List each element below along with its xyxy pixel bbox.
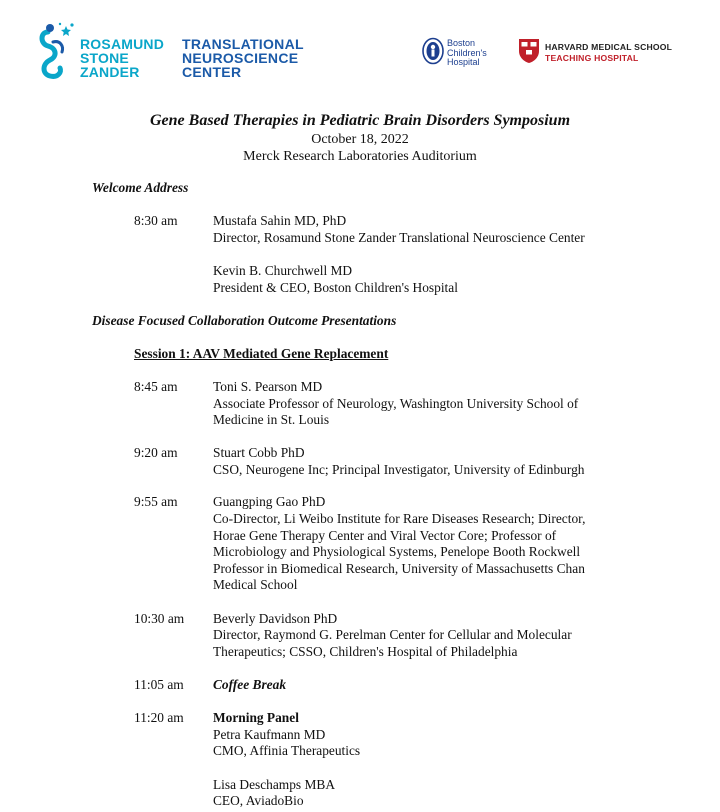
talk-3-affiliation-line: Professor in Biomedical Research, University of Massachusetts Chan: [213, 561, 585, 576]
talk-4-affiliation-line: Therapeutics; CSSO, Children's Hospital of Philadelphia: [213, 644, 518, 659]
talk-3-affiliation-line: Co-Director, Li Weibo Institute for Rare Diseases Research; Director,: [213, 511, 586, 526]
bch-seal-icon: [422, 37, 444, 65]
bch-line1: Boston: [447, 38, 476, 48]
welcome-speaker-1-role: Director, Rosamund Stone Zander Translational Neuroscience Center: [213, 230, 585, 245]
hms-logo: [518, 38, 688, 68]
rsz-figure-icon: [36, 22, 76, 82]
talk-3-affiliation-line: Microbiology and Physiological Systems, Penelope Booth Rockwell: [213, 544, 581, 559]
bch-line2: Children's: [447, 47, 487, 58]
hms-line2: TEACHING HOSPITAL: [545, 53, 639, 63]
talk-2-time: 9:20 am: [134, 445, 178, 460]
symposium-venue: Merck Research Laboratories Auditorium: [243, 149, 477, 164]
tnc-line2: NEUROSCIENCE: [182, 50, 299, 66]
panel-time: 11:20 am: [134, 710, 184, 725]
talk-1-affiliation-line: Associate Professor of Neurology, Washington University School of: [213, 396, 579, 411]
rsz-line1: ROSAMUND: [80, 36, 165, 52]
talk-2-affiliation-line: CSO, Neurogene Inc; Principal Investigator, University of Edinburgh: [213, 462, 585, 477]
hms-line1: HARVARD MEDICAL SCHOOL: [545, 42, 673, 52]
talk-1-time: 8:45 am: [134, 379, 178, 394]
symposium-title: Gene Based Therapies in Pediatric Brain Disorders Symposium: [149, 112, 571, 129]
talk-4-affiliation-line: Director, Raymond G. Perelman Center for Cellular and Molecular: [213, 627, 572, 642]
logo-bar: [0, 0, 720, 100]
welcome-speaker-1-name: Mustafa Sahin MD, PhD: [213, 213, 347, 228]
bch-wordmark: [447, 39, 487, 68]
panelist-2-role: CEO, AviadoBio: [213, 793, 304, 808]
rsz-line3: ZANDER: [80, 64, 140, 80]
talk-2-speaker: Stuart Cobb PhD: [213, 445, 305, 460]
talk-3-affiliation-line: Medical School: [213, 577, 298, 592]
panel-label: Morning Panel: [213, 710, 299, 725]
title-block: [0, 111, 720, 165]
coffee-break-label: Coffee Break: [213, 677, 287, 692]
bch-logo: [422, 37, 512, 71]
panelist-1-name: Petra Kaufmann MD: [213, 727, 326, 742]
tnc-line3: CENTER: [182, 64, 242, 80]
welcome-heading: Welcome Address: [92, 180, 189, 195]
talk-1-speaker: Toni S. Pearson MD: [213, 379, 323, 394]
disease-heading: Disease Focused Collaboration Outcome Presentations: [92, 313, 397, 328]
tnc-line1: TRANSLATIONAL: [182, 36, 304, 52]
harvard-shield-icon: [518, 38, 540, 64]
talk-3-speaker: Guangping Gao PhD: [213, 494, 326, 509]
welcome-speaker-2-role: President & CEO, Boston Children's Hospital: [213, 280, 458, 295]
talk-4-time: 10:30 am: [134, 611, 185, 626]
coffee-break-time: 11:05 am: [134, 677, 184, 692]
talk-4-speaker: Beverly Davidson PhD: [213, 611, 338, 626]
rsz-line2: STONE: [80, 50, 129, 66]
hms-wordmark: [545, 42, 672, 64]
rsz-wordmark: [80, 37, 164, 79]
welcome-speaker-2-name: Kevin B. Churchwell MD: [213, 263, 353, 278]
tnc-wordmark: [182, 37, 304, 79]
panelist-2-name: Lisa Deschamps MBA: [213, 777, 335, 792]
talk-1-affiliation-line: Medicine in St. Louis: [213, 412, 330, 427]
welcome-time: 8:30 am: [134, 213, 178, 228]
session-1-heading: Session 1: AAV Mediated Gene Replacement: [134, 346, 389, 361]
symposium-date: October 18, 2022: [311, 132, 409, 147]
talk-3-affiliation-line: Horae Gene Therapy Center and Viral Vector Core; Professor of: [213, 528, 557, 543]
bch-line3: Hospital: [447, 57, 480, 67]
talk-3-time: 9:55 am: [134, 494, 178, 509]
rsz-tnc-logo: [36, 22, 336, 84]
panelist-1-role: CMO, Affinia Therapeutics: [213, 743, 361, 758]
